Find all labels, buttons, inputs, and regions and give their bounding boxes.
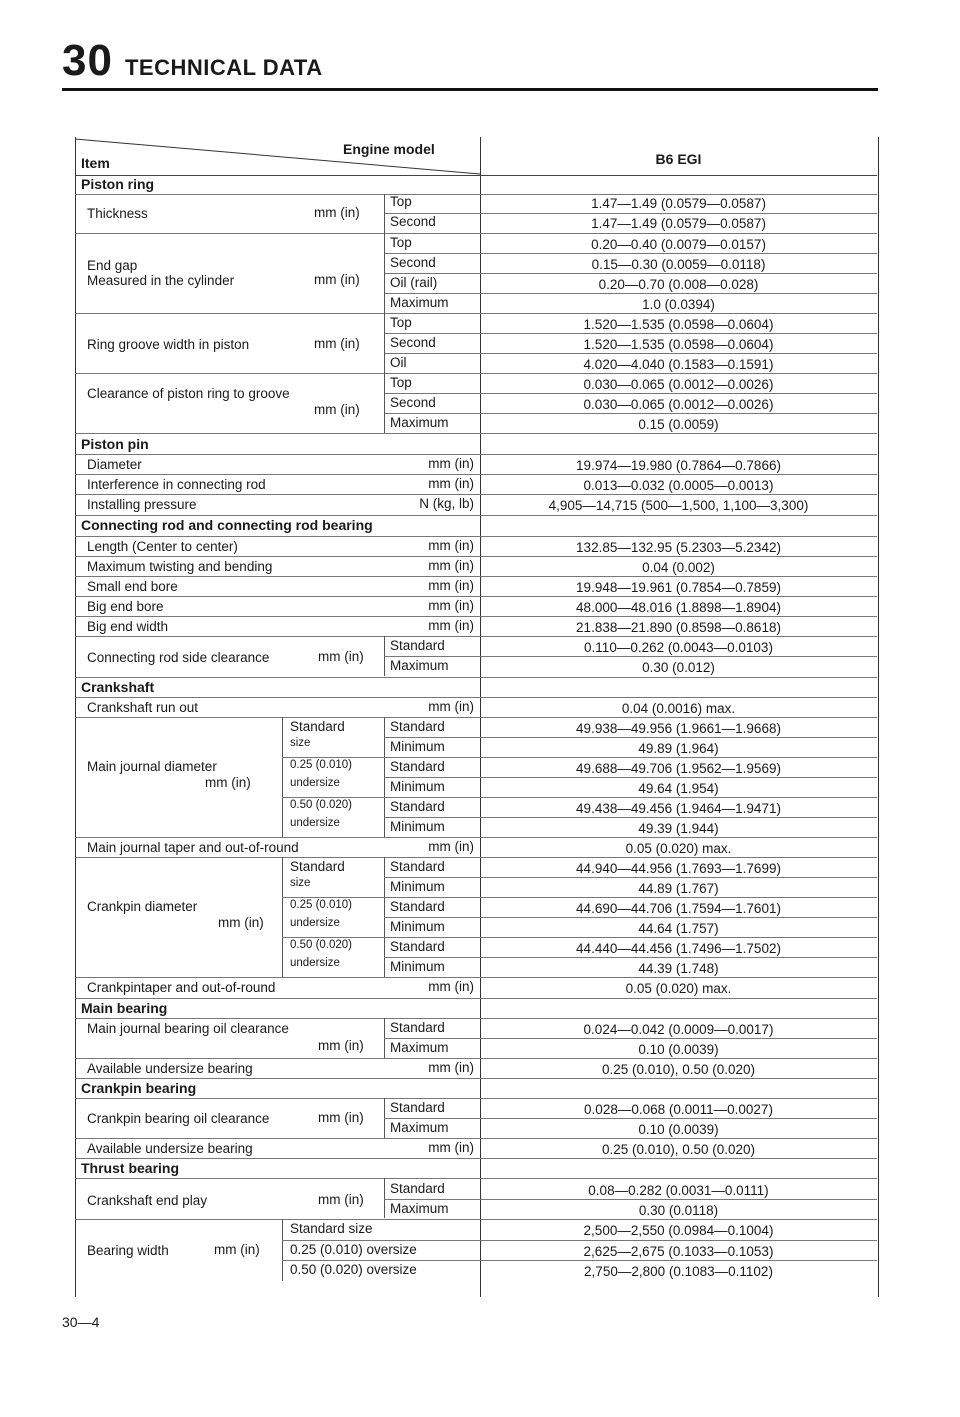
value-pin-diameter: 19.974—19.980 (0.7864—0.7866): [576, 458, 781, 473]
rule: [384, 777, 877, 778]
sub-size: size: [290, 737, 311, 749]
value-mb-max: 0.10 (0.0039): [638, 1042, 719, 1057]
rule: [75, 1078, 877, 1079]
label-mj-taper: Main journal taper and out-of-round: [87, 840, 299, 855]
rule: [282, 1240, 877, 1241]
sub-standard-size: Standard size: [290, 1221, 373, 1236]
value-thickness-top: 1.47—1.49 (0.0579—0.0587): [591, 196, 766, 211]
unit: mm (in): [318, 1110, 364, 1125]
value-bw-25: 2,625—2,675 (0.1033—0.1053): [583, 1244, 774, 1259]
value-gap-max: 1.0 (0.0394): [642, 297, 715, 312]
rule: [75, 494, 877, 495]
sub-oil-rail: Oil (rail): [390, 275, 438, 290]
value-pin-interference: 0.013—0.032 (0.0005—0.0013): [583, 478, 774, 493]
unit: mm (in): [205, 775, 251, 790]
sub-top: Top: [390, 375, 412, 390]
rule: [75, 857, 877, 858]
value-side-std: 0.110—0.262 (0.0043—0.0103): [584, 640, 773, 655]
rule: [75, 454, 877, 455]
unit: mm (in): [428, 598, 474, 613]
label-end-play: Crankshaft end play: [87, 1193, 208, 1208]
label-mj-oil-clearance: Main journal bearing oil clearance: [87, 1021, 289, 1036]
rule: [384, 273, 877, 274]
unit: mm (in): [428, 578, 474, 593]
sub-undersize: undersize: [290, 957, 340, 969]
rule: [384, 1118, 877, 1119]
sub-standard: Standard: [390, 899, 445, 914]
rule: [384, 917, 877, 918]
sub-divider: [384, 1178, 385, 1218]
rule: [75, 677, 877, 678]
section-thrust-bearing: Thrust bearing: [81, 1160, 180, 1176]
sub-oversize-50: 0.50 (0.020) oversize: [290, 1262, 417, 1277]
label-small-end: Small end bore: [87, 579, 178, 594]
sub-minimum: Minimum: [390, 919, 445, 934]
rule: [75, 596, 877, 597]
sub-second: Second: [390, 395, 436, 410]
sub-standard: Standard: [390, 638, 445, 653]
rule: [282, 757, 877, 758]
label-twisting: Maximum twisting and bending: [87, 559, 273, 574]
sub-us25: 0.25 (0.010): [290, 759, 353, 771]
value-clear-top: 0.030—0.065 (0.0012—0.0026): [583, 377, 774, 392]
chapter-number: 30: [62, 36, 113, 85]
rule: [282, 937, 877, 938]
sub-undersize: undersize: [290, 917, 340, 929]
unit: mm (in): [428, 538, 474, 553]
label-cp-taper: Crankpintaper and out-of-round: [87, 980, 276, 995]
value-small-end: 19.948—19.961 (0.7854—0.7859): [576, 580, 781, 595]
rule: [282, 897, 877, 898]
sub-oversize-25: 0.25 (0.010) oversize: [290, 1242, 417, 1257]
sub-standard: Standard: [390, 759, 445, 774]
sub-size: size: [290, 877, 311, 889]
value-mj-50-std: 49.438—49.456 (1.9464—1.9471): [576, 801, 781, 816]
label-ring-clearance: Clearance of piston ring to groove: [87, 386, 290, 401]
engine-model-label: Engine model: [343, 141, 435, 157]
page-number: 30—4: [62, 1314, 100, 1330]
sub-us25: 0.25 (0.010): [290, 899, 353, 911]
label-end-gap: End gap: [87, 258, 138, 273]
label-main-journal: Main journal diameter: [87, 759, 217, 774]
sub-top: Top: [390, 194, 412, 209]
label-big-end-width: Big end width: [87, 619, 169, 634]
sub-second: Second: [390, 335, 436, 350]
rule: [75, 313, 877, 314]
value-mb-available: 0.25 (0.010), 0.50 (0.020): [601, 1062, 756, 1077]
sub-minimum: Minimum: [390, 779, 445, 794]
value-thickness-second: 1.47—1.49 (0.0579—0.0587): [591, 216, 766, 231]
rule: [384, 656, 877, 657]
rule: [75, 837, 877, 838]
value-install-pressure: 4,905—14,715 (500—1,500, 1,100—3,300): [548, 498, 809, 513]
value-bw-std: 2,500—2,550 (0.0984—0.1004): [583, 1223, 774, 1238]
unit: N (kg, lb): [419, 496, 474, 511]
value-clear-second: 0.030—0.065 (0.0012—0.0026): [583, 397, 774, 412]
value-mj-25-min: 49.64 (1.954): [638, 781, 719, 796]
sub-us50: 0.50 (0.020): [290, 939, 353, 951]
rule: [384, 393, 877, 394]
engine-code: B6 EGI: [655, 151, 702, 167]
value-mb-std: 0.024—0.042 (0.0009—0.0017): [583, 1022, 774, 1037]
rule: [75, 515, 877, 516]
label-length: Length (Center to center): [87, 539, 238, 554]
sub-minimum: Minimum: [390, 819, 445, 834]
label-big-end: Big end bore: [87, 599, 164, 614]
rule: [75, 1058, 877, 1059]
label-groove-width: Ring groove width in piston: [87, 337, 250, 352]
section-crankshaft: Crankshaft: [81, 679, 155, 695]
value-groove-top: 1.520—1.535 (0.0598—0.0604): [583, 317, 774, 332]
value-groove-second: 1.520—1.535 (0.0598—0.0604): [583, 337, 774, 352]
unit: mm (in): [314, 336, 360, 351]
label-install-pressure: Installing pressure: [87, 497, 197, 512]
rule: [75, 1219, 877, 1220]
section-crankpin-bearing: Crankpin bearing: [81, 1080, 197, 1096]
sub-top: Top: [390, 235, 412, 250]
unit: mm (in): [428, 618, 474, 633]
rule: [75, 1138, 877, 1139]
header-rule: [62, 88, 878, 91]
unit: mm (in): [214, 1242, 260, 1257]
unit: mm (in): [428, 558, 474, 573]
rule: [75, 433, 877, 434]
item-label: Item: [81, 155, 110, 171]
rule: [384, 293, 877, 294]
rule: [75, 1018, 877, 1019]
sub-minimum: Minimum: [390, 959, 445, 974]
rule: [384, 737, 877, 738]
label-mb-available: Available undersize bearing: [87, 1061, 253, 1076]
unit: mm (in): [428, 1140, 474, 1155]
chapter-title: TECHNICAL DATA: [124, 55, 323, 80]
rule: [384, 1199, 877, 1200]
label-bearing-width: Bearing width: [87, 1243, 169, 1258]
value-groove-oil: 4.020—4.040 (0.1583—0.1591): [583, 357, 774, 372]
sub-undersize: undersize: [290, 817, 340, 829]
sub-maximum: Maximum: [390, 1201, 449, 1216]
value-length: 132.85—132.95 (5.2303—5.2342): [576, 540, 781, 555]
table-head: [75, 137, 877, 176]
value-twisting: 0.04 (0.002): [642, 560, 715, 575]
rule: [75, 233, 877, 234]
unit: mm (in): [314, 205, 360, 220]
rule: [75, 1158, 877, 1159]
unit: mm (in): [318, 649, 364, 664]
value-runout: 0.04 (0.0016) max.: [621, 701, 736, 716]
rule: [75, 576, 877, 577]
value-cb-std: 0.028—0.068 (0.0011—0.0027): [584, 1102, 773, 1117]
unit: mm (in): [428, 979, 474, 994]
value-mj-taper: 0.05 (0.020) max.: [625, 841, 732, 856]
section-piston-pin: Piston pin: [81, 436, 149, 452]
value-big-end-width: 21.838—21.890 (0.8598—0.8618): [576, 620, 781, 635]
rule: [75, 1178, 877, 1179]
unit: mm (in): [428, 456, 474, 471]
section-main-bearing: Main bearing: [81, 1000, 168, 1016]
section-conrod: Connecting rod and connecting rod bearing: [81, 517, 373, 533]
unit: mm (in): [318, 1038, 364, 1053]
label-side-clearance: Connecting rod side clearance: [87, 650, 270, 665]
unit: mm (in): [218, 915, 264, 930]
rule: [75, 717, 877, 718]
unit: mm (in): [428, 839, 474, 854]
value-side-max: 0.30 (0.012): [642, 660, 715, 675]
unit: mm (in): [318, 1192, 364, 1207]
sub-maximum: Maximum: [390, 1040, 449, 1055]
sub-standard: Standard: [390, 859, 445, 874]
sub-oil: Oil: [390, 355, 407, 370]
rule: [75, 697, 877, 698]
rule: [282, 797, 877, 798]
value-bw-50: 2,750—2,800 (0.1083—0.1102): [584, 1264, 773, 1279]
value-cp-25-min: 44.64 (1.757): [638, 921, 719, 936]
value-gap-oil: 0.20—0.70 (0.008—0.028): [598, 277, 759, 292]
rule: [384, 353, 877, 354]
section-piston-ring: Piston ring: [81, 176, 155, 192]
rule: [384, 213, 877, 214]
unit: mm (in): [428, 1060, 474, 1075]
label-crankpin-dia: Crankpin diameter: [87, 899, 198, 914]
sub-standard: Standard: [390, 1020, 445, 1035]
value-mj-std-min: 49.89 (1.964): [638, 741, 719, 756]
rule: [75, 474, 877, 475]
value-end-play-std: 0.08—0.282 (0.0031—0.0111): [588, 1183, 769, 1198]
value-gap-second: 0.15—0.30 (0.0059—0.0118): [591, 257, 766, 272]
sub-divider: [282, 857, 283, 977]
rule: [75, 1098, 877, 1099]
label-cb-available: Available undersize bearing: [87, 1141, 253, 1156]
sub-divider: [384, 194, 385, 433]
value-mj-std-std: 49.938—49.956 (1.9661—1.9668): [576, 721, 781, 736]
sub-top: Top: [390, 315, 412, 330]
label-thickness: Thickness: [87, 206, 148, 221]
sub-maximum: Maximum: [390, 658, 449, 673]
sub-second: Second: [390, 214, 436, 229]
value-mj-50-min: 49.39 (1.944): [638, 821, 719, 836]
value-gap-top: 0.20—0.40 (0.0079—0.0157): [591, 237, 766, 252]
rule: [75, 977, 877, 978]
sub-divider: [282, 717, 283, 837]
value-cb-available: 0.25 (0.010), 0.50 (0.020): [601, 1142, 756, 1157]
sub-minimum: Minimum: [390, 739, 445, 754]
rule: [282, 1260, 877, 1261]
value-cp-25-std: 44.690—44.706 (1.7594—1.7601): [576, 901, 781, 916]
sub-maximum: Maximum: [390, 295, 449, 310]
rule: [384, 817, 877, 818]
value-cp-50-min: 44.39 (1.748): [638, 961, 719, 976]
sub-standard: Standard: [290, 719, 345, 734]
value-cp-50-std: 44.440—44.456 (1.7496—1.7502): [576, 941, 781, 956]
sub-standard: Standard: [390, 719, 445, 734]
sub-maximum: Maximum: [390, 1120, 449, 1135]
rule: [384, 877, 877, 878]
value-clear-max: 0.15 (0.0059): [638, 417, 719, 432]
sub-second: Second: [390, 255, 436, 270]
sub-standard: Standard: [290, 859, 345, 874]
rule: [384, 413, 877, 414]
sub-standard: Standard: [390, 1181, 445, 1196]
sub-divider: [282, 1219, 283, 1281]
rule: [384, 333, 877, 334]
unit: mm (in): [314, 272, 360, 287]
label-pin-interference: Interference in connecting rod: [87, 477, 266, 492]
rule: [75, 616, 877, 617]
unit: mm (in): [314, 402, 360, 417]
sub-standard: Standard: [390, 939, 445, 954]
value-cp-std-std: 44.940—44.956 (1.7693—1.7699): [576, 861, 781, 876]
sub-undersize: undersize: [290, 777, 340, 789]
label-pin-diameter: Diameter: [87, 457, 142, 472]
value-cp-taper: 0.05 (0.020) max.: [625, 981, 732, 996]
page-header: [62, 36, 323, 86]
rule: [75, 536, 877, 537]
unit: mm (in): [428, 476, 474, 491]
value-cp-std-min: 44.89 (1.767): [638, 881, 719, 896]
rule: [75, 194, 877, 195]
label-end-gap-2: Measured in the cylinder: [87, 273, 235, 288]
rule: [75, 556, 877, 557]
sub-us50: 0.50 (0.020): [290, 799, 353, 811]
unit: mm (in): [428, 699, 474, 714]
rule: [384, 253, 877, 254]
rule: [75, 998, 877, 999]
value-mj-25-std: 49.688—49.706 (1.9562—1.9569): [576, 761, 781, 776]
sub-maximum: Maximum: [390, 415, 449, 430]
sub-standard: Standard: [390, 1100, 445, 1115]
rule: [384, 957, 877, 958]
value-end-play-max: 0.30 (0.0118): [638, 1203, 719, 1218]
label-runout: Crankshaft run out: [87, 700, 199, 715]
value-cb-max: 0.10 (0.0039): [638, 1122, 719, 1137]
sub-standard: Standard: [390, 799, 445, 814]
sub-minimum: Minimum: [390, 879, 445, 894]
rule: [384, 1038, 877, 1039]
value-big-end: 48.000—48.016 (1.8898—1.8904): [576, 600, 781, 615]
label-cp-oil-clearance: Crankpin bearing oil clearance: [87, 1111, 270, 1126]
rule: [75, 636, 877, 637]
rule: [75, 373, 877, 374]
